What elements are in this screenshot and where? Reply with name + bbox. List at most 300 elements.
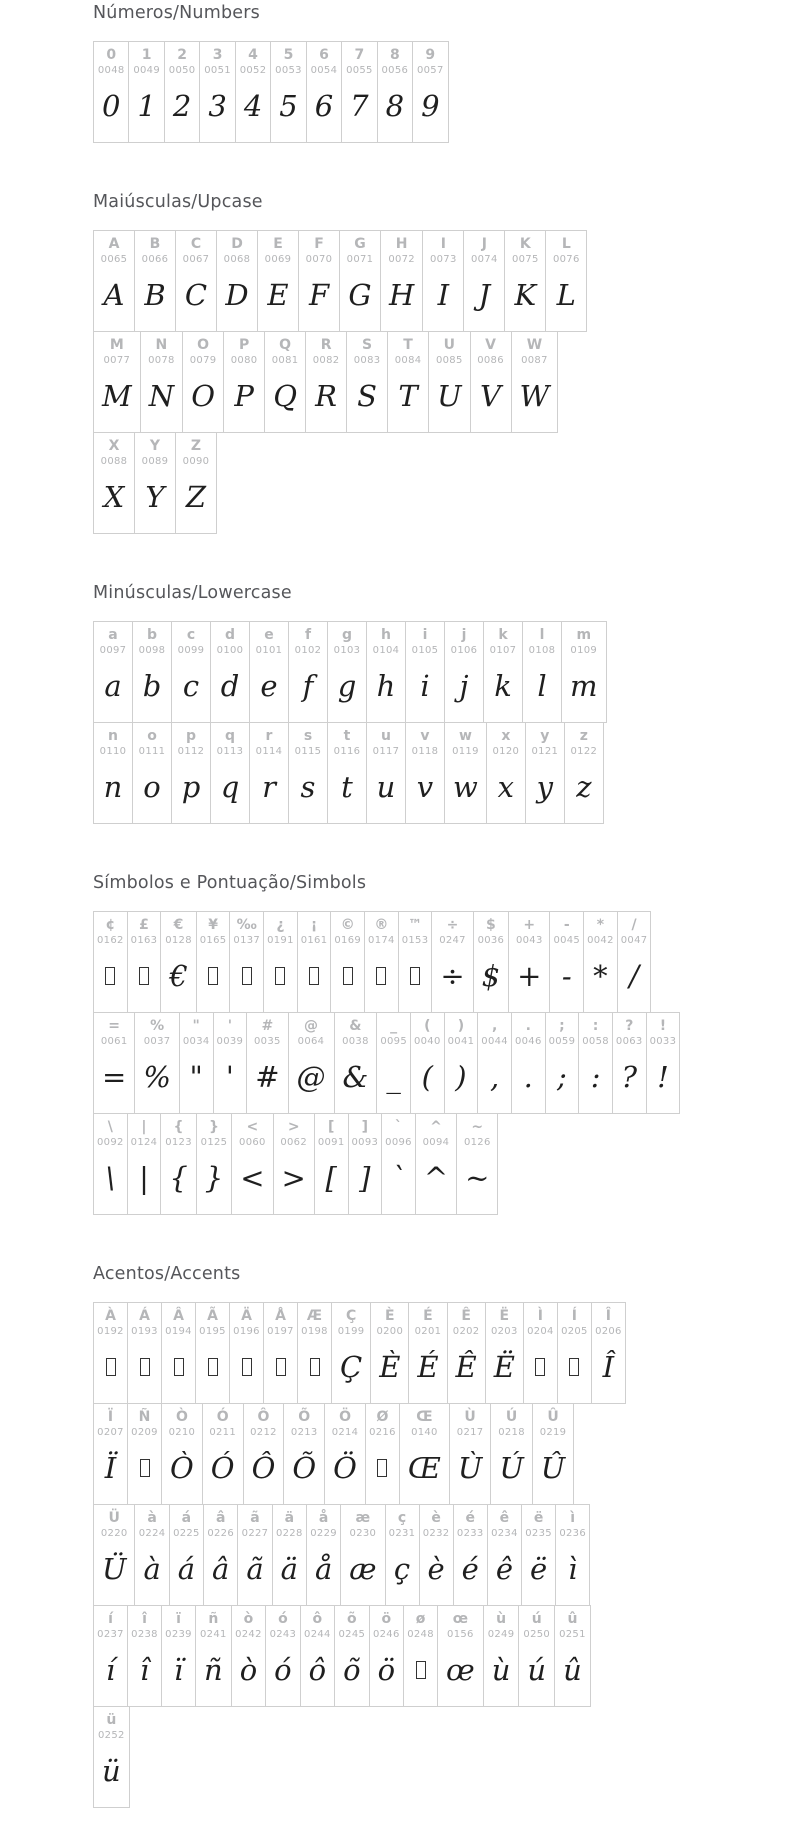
cell-unicode-label: 0081 (271, 355, 299, 366)
cell-unicode-label: 0083 (353, 355, 381, 366)
glyph-cell-0116 (327, 722, 367, 824)
cell-unicode-label: 0085 (435, 355, 463, 366)
section-title-uppercase: Maiúsculas/Upcase (93, 192, 263, 212)
cell-character-label: b (146, 627, 158, 643)
cell-glyph-sample: & (342, 1060, 369, 1094)
cell-character-label: y (540, 728, 550, 744)
cell-glyph-sample: g (337, 669, 357, 703)
glyph-cell-0251 (554, 1605, 591, 1707)
missing-glyph-icon (377, 1459, 387, 1477)
glyph-cell-0084 (387, 331, 429, 433)
cell-glyph-sample: é (461, 1552, 479, 1586)
cell-unicode-label: 0068 (223, 254, 251, 265)
cell-glyph-sample (411, 1641, 431, 1699)
cell-unicode-label: 0095 (380, 1036, 407, 1047)
cell-glyph-sample: % (143, 1060, 171, 1094)
cell-character-label: [ (327, 1119, 335, 1135)
section-title-lowercase: Minúsculas/Lowercase (93, 583, 292, 603)
cell-character-label: H (395, 236, 408, 252)
cell-glyph-sample: Ù (457, 1451, 483, 1485)
cell-unicode-label: 0077 (103, 355, 131, 366)
cell-glyph-sample: ê (495, 1552, 514, 1586)
cell-character-label: ¥ (208, 917, 218, 933)
glyph-cell-0126 (456, 1113, 498, 1215)
glyph-cell-0060 (231, 1113, 273, 1215)
cell-glyph-sample: A (103, 278, 125, 312)
glyph-cell-0241 (195, 1605, 232, 1707)
cell-unicode-label: 0195 (199, 1326, 226, 1337)
cell-character-label: Ì (537, 1308, 543, 1324)
cell-glyph-sample (371, 947, 391, 1005)
cell-unicode-label: 0119 (452, 746, 479, 757)
glyph-cell-0233 (453, 1504, 488, 1606)
cell-unicode-label: 0036 (477, 935, 505, 946)
cell-character-label: 2 (177, 47, 187, 63)
glyph-cell-0128 (160, 911, 196, 1013)
glyph-cell-0070 (298, 230, 340, 332)
cell-character-label: ) (457, 1018, 465, 1034)
cell-unicode-label: 0065 (100, 254, 128, 265)
cell-glyph-sample: - (561, 959, 572, 993)
cell-glyph-sample: ÷ (440, 959, 465, 993)
cell-glyph-sample: T (398, 379, 418, 413)
cell-glyph-sample: Ò (170, 1451, 194, 1485)
cell-unicode-label: 0237 (97, 1629, 124, 1640)
cell-character-label: ‰ (236, 917, 257, 933)
cell-unicode-label: 0096 (385, 1137, 412, 1148)
glyph-cell-0239 (161, 1605, 196, 1707)
cell-character-label: è (431, 1510, 441, 1526)
missing-glyph-icon (416, 1661, 426, 1679)
glyph-cell-0057 (412, 41, 448, 143)
cell-character-label: â (215, 1510, 226, 1526)
missing-glyph-icon (410, 967, 420, 985)
cell-character-label: Ö (339, 1409, 351, 1425)
glyph-row (93, 1504, 800, 1606)
glyph-cell-0107 (483, 621, 523, 723)
cell-unicode-label: 0109 (570, 645, 598, 656)
cell-glyph-sample: Ó (210, 1451, 235, 1485)
cell-glyph-sample: > (281, 1161, 306, 1195)
cell-character-label: ñ (208, 1611, 219, 1627)
cell-glyph-sample: k (494, 669, 512, 703)
glyph-cell-0124 (127, 1113, 162, 1215)
cell-glyph-sample (237, 1338, 257, 1396)
glyph-cell-0200 (370, 1302, 409, 1404)
cell-glyph-sample: z (576, 770, 592, 804)
cell-unicode-label: 0194 (165, 1326, 192, 1337)
cell-glyph-sample: J (478, 278, 491, 312)
cell-character-label: û (567, 1611, 578, 1627)
cell-glyph-sample: f (302, 669, 314, 703)
cell-character-label: < (246, 1119, 259, 1135)
cell-glyph-sample: ? (621, 1060, 638, 1094)
cell-glyph-sample (530, 1338, 550, 1396)
glyph-cell-0165 (196, 911, 231, 1013)
cell-character-label: 6 (319, 47, 329, 63)
cell-unicode-label: 0056 (381, 65, 409, 76)
glyph-cell-0225 (169, 1504, 204, 1606)
cell-glyph-sample: Ç (340, 1350, 363, 1384)
cell-glyph-sample: 9 (421, 89, 440, 123)
cell-glyph-sample: Ô (251, 1451, 276, 1485)
cell-glyph-sample: L (556, 278, 576, 312)
cell-glyph-sample: d (220, 669, 240, 703)
cell-character-label: ! (659, 1018, 667, 1034)
cell-unicode-label: 0088 (100, 456, 128, 467)
glyph-row (93, 1302, 800, 1404)
glyph-cell-0051 (199, 41, 235, 143)
cell-unicode-label: 0061 (100, 1036, 128, 1047)
glyph-cell-0095 (376, 1012, 411, 1114)
section-title-accents: Acentos/Accents (93, 1264, 241, 1284)
cell-unicode-label: 0047 (620, 935, 648, 946)
cell-character-label: B (149, 236, 161, 252)
cell-glyph-sample (372, 1439, 392, 1497)
cell-character-label: l (539, 627, 545, 643)
cell-character-label: # (261, 1018, 274, 1034)
cell-unicode-label: 0210 (168, 1427, 196, 1438)
cell-character-label: £ (139, 917, 149, 933)
cell-unicode-label: 0094 (422, 1137, 450, 1148)
glyph-cell-0067 (175, 230, 217, 332)
cell-character-label: ; (559, 1018, 565, 1034)
cell-glyph-sample: ~ (465, 1161, 490, 1195)
cell-unicode-label: 0079 (189, 355, 217, 366)
glyph-row (93, 911, 800, 1013)
glyph-cell-0137 (229, 911, 264, 1013)
cell-character-label: Ã (207, 1308, 218, 1324)
glyph-cell-0087 (511, 331, 559, 433)
cell-unicode-label: 0040 (413, 1036, 441, 1047)
glyph-cell-0163 (127, 911, 162, 1013)
cell-glyph-sample: G (348, 278, 372, 312)
cell-character-label: É (423, 1308, 433, 1324)
cell-glyph-sample: { (169, 1161, 188, 1195)
cell-unicode-label: 0091 (317, 1137, 345, 1148)
glyph-cell-0244 (300, 1605, 335, 1707)
cell-unicode-label: 0213 (290, 1427, 318, 1438)
missing-glyph-icon (105, 967, 115, 985)
cell-glyph-sample: c (182, 669, 200, 703)
glyph-cell-0056 (377, 41, 413, 143)
cell-glyph-sample: 2 (172, 89, 192, 123)
cell-character-label: í (108, 1611, 113, 1627)
cell-glyph-sample: 0 (102, 89, 121, 123)
cell-glyph-sample: D (225, 278, 249, 312)
missing-glyph-icon (569, 1358, 579, 1376)
glyph-cell-0213 (283, 1403, 325, 1505)
glyph-cell-0203 (485, 1302, 524, 1404)
cell-glyph-sample: ë (530, 1552, 548, 1586)
cell-glyph-sample: H (389, 278, 415, 312)
cell-character-label: t (343, 728, 351, 744)
cell-character-label: ] (361, 1119, 369, 1135)
glyph-cell-0232 (419, 1504, 454, 1606)
glyph-cell-0048 (93, 41, 129, 143)
glyph-cell-0073 (422, 230, 464, 332)
cell-unicode-label: 0120 (492, 746, 520, 757)
cell-character-label: Î (605, 1308, 611, 1324)
cell-unicode-label: 0072 (388, 254, 415, 265)
cell-glyph-sample: á (177, 1552, 196, 1586)
cell-glyph-sample: Œ (407, 1451, 441, 1485)
cell-character-label: @ (304, 1018, 318, 1034)
cell-glyph-sample: i (420, 669, 430, 703)
cell-unicode-label: 0116 (333, 746, 361, 757)
cell-character-label: ÷ (446, 917, 459, 933)
cell-unicode-label: 0162 (97, 935, 124, 946)
glyph-cell-0096 (381, 1113, 416, 1215)
cell-unicode-label: 0062 (280, 1137, 308, 1148)
cell-glyph-sample: = (102, 1060, 127, 1094)
glyph-cell-0093 (348, 1113, 383, 1215)
glyph-cell-0237 (93, 1605, 128, 1707)
cell-character-label: 8 (389, 47, 400, 63)
glyph-cell-0227 (237, 1504, 272, 1606)
cell-glyph-sample: î (139, 1653, 150, 1687)
cell-character-label: 9 (425, 47, 436, 63)
cell-character-label: Ó (216, 1409, 229, 1425)
cell-character-label: ê (499, 1510, 510, 1526)
cell-glyph-sample: w (453, 770, 478, 804)
glyph-grid (93, 1302, 800, 1808)
cell-character-label: m (576, 627, 592, 643)
glyph-cell-0099 (171, 621, 211, 723)
cell-glyph-sample (270, 947, 290, 1005)
cell-glyph-sample (135, 1338, 155, 1396)
cell-character-label: P (238, 337, 250, 353)
cell-unicode-label: 0067 (182, 254, 210, 265)
cell-unicode-label: 0214 (331, 1427, 359, 1438)
cell-glyph-sample: / (629, 959, 639, 993)
glyph-cell-0101 (249, 621, 289, 723)
cell-character-label: i (422, 627, 428, 643)
cell-unicode-label: 0035 (254, 1036, 281, 1047)
glyph-cell-0125 (196, 1113, 232, 1215)
section-title-numbers: Números/Numbers (93, 3, 260, 23)
glyph-cell-0220 (93, 1504, 135, 1606)
cell-character-label: ? (625, 1018, 634, 1034)
glyph-cell-0092 (93, 1113, 128, 1215)
cell-character-label: 7 (354, 47, 365, 63)
cell-character-label: Ç (345, 1308, 357, 1324)
cell-glyph-sample: ^ (423, 1161, 449, 1195)
glyph-cell-0169 (330, 911, 365, 1013)
glyph-cell-0196 (229, 1302, 264, 1404)
cell-glyph-sample: M (102, 379, 132, 413)
cell-character-label: Ê (461, 1308, 471, 1324)
glyph-cell-0055 (341, 41, 377, 143)
cell-character-label: ø (415, 1611, 426, 1627)
cell-glyph-sample: Ë (493, 1350, 515, 1384)
glyph-cell-0086 (470, 331, 512, 433)
cell-unicode-label: 0050 (168, 65, 196, 76)
cell-glyph-sample: ã (246, 1552, 264, 1586)
glyph-row (93, 432, 800, 534)
glyph-cell-0100 (210, 621, 250, 723)
cell-unicode-label: 0128 (165, 935, 192, 946)
glyph-cell-0197 (263, 1302, 298, 1404)
cell-character-label: > (287, 1119, 300, 1135)
cell-unicode-label: 0110 (99, 746, 127, 757)
cell-character-label: î (142, 1611, 147, 1627)
cell-glyph-sample: Ú (499, 1451, 524, 1485)
cell-unicode-label: 0037 (143, 1036, 171, 1047)
cell-character-label: | (141, 1119, 147, 1135)
cell-glyph-sample: ù (491, 1653, 511, 1687)
cell-unicode-label: 0227 (241, 1528, 269, 1539)
cell-glyph-sample: ! (657, 1060, 669, 1094)
glyph-cell-0091 (314, 1113, 349, 1215)
cell-character-label: v (420, 728, 430, 744)
cell-character-label: ¿ (276, 917, 285, 933)
cell-character-label: õ (347, 1611, 357, 1627)
glyph-cell-0238 (127, 1605, 162, 1707)
cell-unicode-label: 0045 (553, 935, 581, 946)
cell-unicode-label: 0199 (337, 1326, 365, 1337)
cell-character-label: é (465, 1510, 475, 1526)
cell-glyph-sample: P (234, 379, 254, 413)
cell-unicode-label: 0038 (342, 1036, 369, 1047)
cell-character-label: € (173, 917, 184, 933)
glyph-cell-0195 (195, 1302, 230, 1404)
cell-unicode-label: 0071 (346, 254, 374, 265)
cell-unicode-label: 0234 (491, 1528, 518, 1539)
cell-unicode-label: 0233 (456, 1528, 484, 1539)
cell-unicode-label: 0235 (525, 1528, 552, 1539)
cell-character-label: ` (394, 1119, 402, 1135)
glyph-cell-0046 (511, 1012, 546, 1114)
glyph-cell-0037 (134, 1012, 180, 1114)
cell-glyph-sample: ` (391, 1161, 406, 1195)
cell-character-label: L (561, 236, 571, 252)
cell-glyph-sample: y (536, 770, 554, 804)
cell-glyph-sample: æ (349, 1552, 377, 1586)
cell-unicode-label: 0053 (275, 65, 302, 76)
cell-character-label: ã (250, 1510, 260, 1526)
glyph-cell-0059 (545, 1012, 580, 1114)
cell-unicode-label: 0242 (235, 1629, 262, 1640)
cell-unicode-label: 0197 (267, 1326, 294, 1337)
cell-character-label: h (381, 627, 391, 643)
cell-unicode-label: 0103 (333, 645, 361, 656)
glyph-cell-0074 (463, 230, 505, 332)
cell-character-label: 1 (141, 47, 152, 63)
cell-character-label: M (109, 337, 124, 353)
cell-glyph-sample: 6 (314, 89, 334, 123)
cell-character-label: " (192, 1018, 200, 1034)
cell-character-label: 3 (212, 47, 223, 63)
cell-character-label: ì (570, 1510, 576, 1526)
cell-character-label: G (354, 236, 366, 252)
cell-unicode-label: 0125 (200, 1137, 228, 1148)
glyph-cell-0234 (487, 1504, 522, 1606)
glyph-cell-0083 (346, 331, 388, 433)
glyph-cell-0044 (477, 1012, 512, 1114)
glyph-cell-0161 (297, 911, 332, 1013)
cell-glyph-sample: 5 (279, 89, 298, 123)
cell-glyph-sample (203, 947, 223, 1005)
cell-character-label: à (147, 1510, 157, 1526)
cell-glyph-sample: ï (173, 1653, 184, 1687)
glyph-cell-0122 (564, 722, 604, 824)
glyph-cell-0198 (297, 1302, 332, 1404)
glyph-cell-0097 (93, 621, 133, 723)
glyph-cell-0035 (246, 1012, 288, 1114)
cell-character-label: ö (381, 1611, 392, 1627)
glyph-cell-0071 (339, 230, 381, 332)
cell-character-label: d (224, 627, 236, 643)
glyph-cell-0039 (213, 1012, 248, 1114)
cell-unicode-label: 0078 (148, 355, 175, 366)
glyph-cell-0043 (508, 911, 550, 1013)
cell-character-label: Â (173, 1308, 184, 1324)
glyph-cell-0247 (431, 911, 473, 1013)
cell-unicode-label: 0229 (310, 1528, 337, 1539)
cell-glyph-sample: û (563, 1653, 582, 1687)
cell-glyph-sample: p (181, 770, 201, 804)
glyph-cell-0102 (288, 621, 328, 723)
cell-character-label: Z (190, 438, 202, 454)
cell-unicode-label: 0123 (165, 1137, 192, 1148)
cell-glyph-sample: X (103, 480, 125, 514)
glyph-row (93, 1706, 800, 1808)
cell-glyph-sample: ç (393, 1552, 411, 1586)
glyph-cell-0235 (521, 1504, 556, 1606)
glyph-grid (93, 621, 800, 824)
cell-unicode-label: 0198 (301, 1326, 328, 1337)
cell-character-label: A (108, 236, 120, 252)
cell-character-label: S (362, 337, 373, 353)
glyph-cell-0229 (306, 1504, 341, 1606)
cell-glyph-sample (237, 947, 257, 1005)
glyph-cell-0112 (171, 722, 211, 824)
cell-glyph-sample: m (570, 669, 598, 703)
cell-unicode-label: 0211 (209, 1427, 236, 1438)
cell-glyph-sample (338, 947, 358, 1005)
cell-unicode-label: 0246 (372, 1629, 400, 1640)
glyph-cell-0250 (518, 1605, 555, 1707)
cell-glyph-sample: \ (105, 1161, 116, 1195)
cell-character-label: } (209, 1119, 219, 1135)
cell-glyph-sample: q (220, 770, 240, 804)
cell-unicode-label: 0039 (216, 1036, 244, 1047)
cell-unicode-label: 0231 (388, 1528, 416, 1539)
cell-unicode-label: 0046 (514, 1036, 542, 1047)
cell-character-label: z (579, 728, 588, 744)
cell-character-label: Å (275, 1308, 286, 1324)
glyph-cell-0080 (223, 331, 265, 433)
section-numbers (93, 3, 800, 143)
cell-glyph-sample: à (143, 1552, 161, 1586)
cell-character-label: Ä (241, 1308, 252, 1324)
cell-unicode-label: 0064 (297, 1036, 325, 1047)
cell-character-label: ™ (408, 917, 423, 933)
glyph-cell-0047 (617, 911, 652, 1013)
glyph-cell-0204 (523, 1302, 558, 1404)
glyph-cell-0033 (646, 1012, 681, 1114)
cell-unicode-label: 0230 (349, 1528, 377, 1539)
glyph-cell-0079 (182, 331, 224, 433)
missing-glyph-icon (343, 967, 353, 985)
cell-character-label: ò (243, 1611, 254, 1627)
cell-character-label: Í (571, 1308, 577, 1324)
glyph-row (93, 1403, 800, 1505)
cell-character-label: Q (279, 337, 292, 353)
cell-unicode-label: 0206 (595, 1326, 622, 1337)
glyph-cell-0061 (93, 1012, 135, 1114)
